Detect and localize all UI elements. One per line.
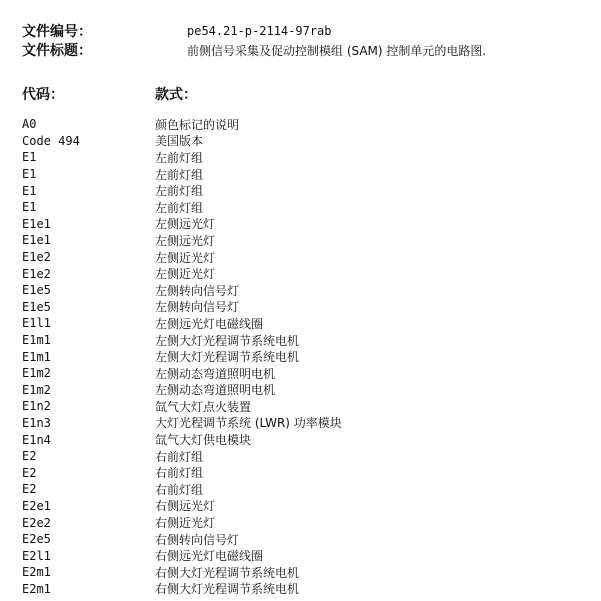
list-item [22, 547, 582, 564]
component-description: 左侧转向信号灯 [155, 300, 240, 315]
component-code: E1e5 [22, 299, 51, 314]
component-description: 右侧远光灯电磁线圈 [155, 549, 264, 564]
component-code: E1e5 [22, 283, 51, 298]
component-description: 右前灯组 [155, 449, 204, 464]
list-item [22, 282, 582, 299]
component-code: E1l1 [22, 316, 51, 331]
component-code: E2e5 [22, 532, 51, 547]
component-description: 右前灯组 [155, 482, 204, 497]
component-code: E2e2 [22, 515, 51, 530]
component-description: 右侧近光灯 [155, 516, 216, 531]
component-description: 左前灯组 [155, 167, 204, 182]
component-code: E1n4 [22, 432, 51, 447]
list-item [22, 116, 582, 133]
component-list [22, 116, 582, 597]
component-description: 左前灯组 [155, 184, 204, 199]
list-item [22, 315, 582, 332]
list-item [22, 498, 582, 515]
list-item [22, 182, 582, 199]
list-item [22, 514, 582, 531]
doc-number-row [22, 22, 332, 40]
component-code: E1e1 [22, 216, 51, 231]
list-item [22, 216, 582, 233]
doc-number-value: pe54.21-p-2114-97rab [187, 24, 332, 38]
list-item [22, 398, 582, 415]
list-item [22, 448, 582, 465]
list-item [22, 332, 582, 349]
component-code: E1 [22, 183, 37, 198]
list-item [22, 265, 582, 282]
component-code: E1e2 [22, 250, 51, 265]
list-item [22, 415, 582, 432]
component-code: E1 [22, 200, 37, 215]
component-description: 左侧动态弯道照明电机 [155, 366, 276, 381]
component-description: 左侧转向信号灯 [155, 283, 240, 298]
list-item [22, 365, 582, 382]
list-item [22, 531, 582, 548]
list-item [22, 133, 582, 150]
component-code: E2 [22, 465, 37, 480]
description-column-header: 款式： [155, 87, 197, 103]
list-item [22, 348, 582, 365]
component-code: E2m1 [22, 581, 51, 596]
list-item [22, 199, 582, 216]
component-code: E1 [22, 167, 37, 182]
component-description: 左侧远光灯 [155, 217, 216, 232]
list-item [22, 431, 582, 448]
component-code: E2e1 [22, 498, 51, 513]
doc-title-value: 前侧信号采集及促动控制模组 (SAM) 控制单元的电路图. [187, 43, 487, 58]
component-code: E2 [22, 482, 37, 497]
list-item [22, 299, 582, 316]
component-description: 左侧近光灯 [155, 250, 216, 265]
component-code: E2 [22, 449, 37, 464]
list-item [22, 481, 582, 498]
list-item [22, 149, 582, 166]
component-description: 右侧大灯光程调节系统电机 [155, 582, 300, 597]
component-code: E1m2 [22, 382, 51, 397]
list-item [22, 464, 582, 481]
component-code: E1n3 [22, 415, 51, 430]
component-description: 左侧远光灯 [155, 233, 216, 248]
component-code: E1 [22, 150, 37, 165]
component-code: E1m1 [22, 349, 51, 364]
component-description: 右侧大灯光程调节系统电机 [155, 565, 300, 580]
component-description: 美国版本 [155, 134, 204, 149]
component-description: 左侧近光灯 [155, 267, 216, 282]
doc-title-label: 文件标题： [22, 43, 92, 59]
component-description: 右侧远光灯 [155, 499, 216, 514]
component-description: 左侧大灯光程调节系统电机 [155, 350, 300, 365]
component-description: 氙气大灯供电模块 [155, 433, 252, 448]
doc-title-row [22, 41, 486, 59]
component-description: 颜色标记的说明 [155, 117, 240, 132]
component-code: E1m2 [22, 366, 51, 381]
list-item [22, 382, 582, 399]
component-description: 左前灯组 [155, 200, 204, 215]
component-description: 氙气大灯点火装置 [155, 399, 252, 414]
component-description: 右侧转向信号灯 [155, 532, 240, 547]
component-code: E2l1 [22, 548, 51, 563]
component-code: Code 494 [22, 133, 80, 148]
list-item [22, 166, 582, 183]
component-code: E2m1 [22, 565, 51, 580]
list-item [22, 564, 582, 581]
component-code: E1n2 [22, 399, 51, 414]
component-code: E1e2 [22, 266, 51, 281]
component-description: 左侧大灯光程调节系统电机 [155, 333, 300, 348]
doc-number-label: 文件编号： [22, 24, 92, 40]
component-description: 左侧动态弯道照明电机 [155, 383, 276, 398]
component-description: 左前灯组 [155, 150, 204, 165]
component-description: 左侧远光灯电磁线圈 [155, 316, 264, 331]
component-code: E1m1 [22, 333, 51, 348]
component-description: 大灯光程调节系统 (LWR) 功率模块 [155, 416, 342, 431]
list-item [22, 232, 582, 249]
component-code: E1e1 [22, 233, 51, 248]
list-item [22, 249, 582, 266]
list-item [22, 581, 582, 598]
component-description: 右前灯组 [155, 466, 204, 481]
component-code: A0 [22, 117, 37, 132]
code-column-header: 代码： [22, 87, 64, 103]
